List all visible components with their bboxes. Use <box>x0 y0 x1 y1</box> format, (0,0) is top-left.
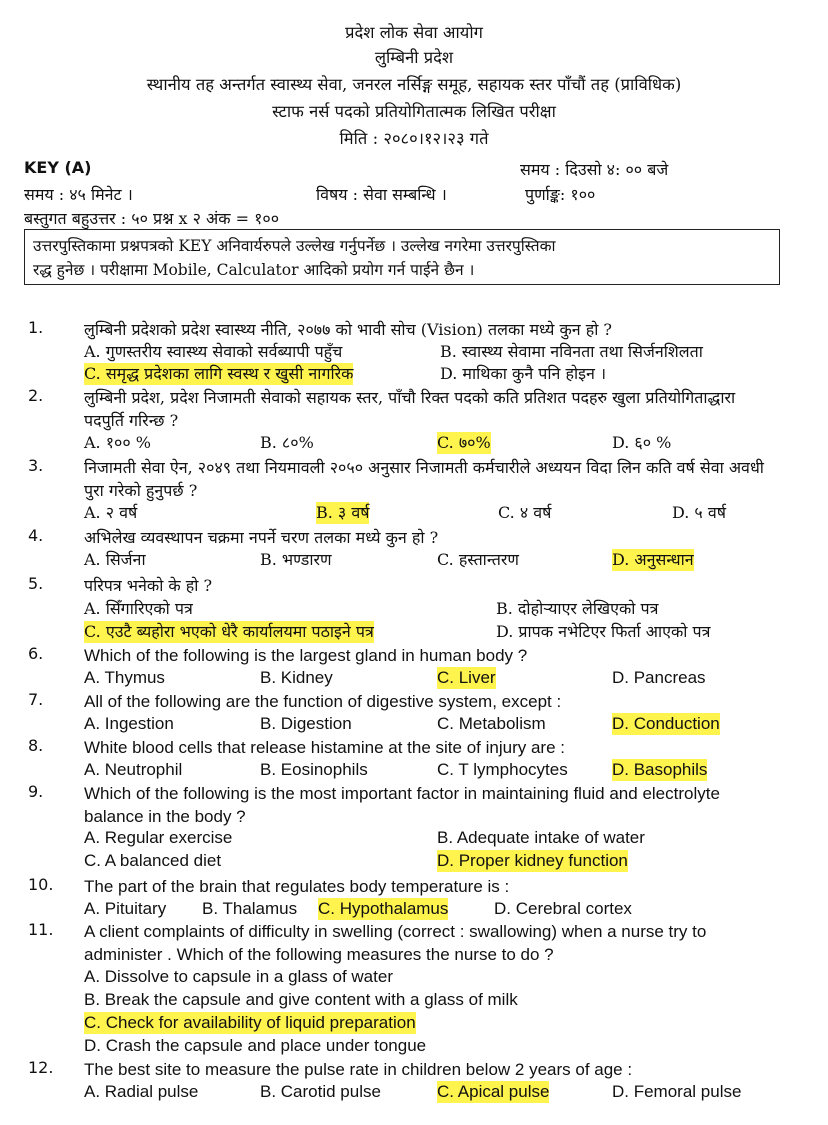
option-b: B. Kidney <box>260 668 333 687</box>
option-b: B. Digestion <box>260 714 352 733</box>
exam-duration: समय : ४५ मिनेट । <box>24 185 133 204</box>
question-text: White blood cells that release histamine at the site of injury are : <box>84 738 565 757</box>
province-name: लुम्बिनी प्रदेश <box>374 48 454 67</box>
option-c: C. ४ वर्ष <box>498 503 552 522</box>
option-c-correct: C. Apical pulse <box>437 1082 550 1101</box>
option-b: B. Adequate intake of water <box>437 828 645 847</box>
option-a: A. सिँगारिएको पत्र <box>84 599 193 618</box>
option-c-correct: C. Hypothalamus <box>318 899 449 918</box>
instruction-box <box>24 229 780 285</box>
question-number: 1. <box>28 318 44 337</box>
option-d: D. Cerebral cortex <box>494 899 632 918</box>
option-b: B. Break the capsule and give content with a glass of milk <box>84 990 518 1009</box>
option-b: B. Carotid pulse <box>260 1082 381 1101</box>
exam-time: समय : दिउसो ४: ०० बजे <box>520 160 669 179</box>
option-c-correct: C. Check for availability of liquid preparation <box>84 1013 416 1032</box>
option-b: B. भण्डारण <box>260 550 332 569</box>
question-number: 6. <box>28 644 44 663</box>
question-text: लुम्बिनी प्रदेश, प्रदेश निजामती सेवाको सहायक स्तर, पाँचौ रिक्त पदको कति प्रतिशत पदहरु खुला प्रतियोगिताद्धारा पदपुर्ति गरिन्छ ? <box>84 388 736 430</box>
option-a: A. Pituitary <box>84 899 167 918</box>
option-b-correct: B. ३ वर्ष <box>316 503 370 522</box>
question-text: अभिलेख व्यवस्थापन चक्रमा नपर्ने चरण तलका मध्ये कुन हो ? <box>84 528 439 547</box>
question-number: 12. <box>28 1058 54 1077</box>
question-text: All of the following are the function of digestive system, except : <box>84 692 562 711</box>
option-c: C. हस्तान्तरण <box>437 550 519 569</box>
option-d: D. Pancreas <box>612 668 706 687</box>
option-d: D. माथिका कुनै पनि होइन । <box>440 364 607 383</box>
option-d: D. ५ वर्ष <box>672 503 726 522</box>
question-number: 4. <box>28 526 44 545</box>
option-a: A. Thymus <box>84 668 165 687</box>
option-c: C. A balanced diet <box>84 851 222 870</box>
question-number: 11. <box>28 920 54 939</box>
option-b: B. दोहोऱ्याएर लेखिएको पत्र <box>496 599 659 618</box>
option-a: A. Regular exercise <box>84 828 233 847</box>
question-text: The best site to measure the pulse rate in children below 2 years of age : <box>84 1060 633 1079</box>
option-c: C. T lymphocytes <box>437 760 568 779</box>
exam-date: मिति : २०८०।१२।२३ गते <box>339 129 489 148</box>
question-number: 7. <box>28 690 44 709</box>
question-text: निजामती सेवा ऐन, २०४९ तथा नियमावली २०५० अनुसार निजामती कर्मचारीले अध्ययन विदा लिन कति वर्ष सेवा अवधी पुरा गरेको हुनुपर्छ ? <box>84 458 764 500</box>
option-a: A. Radial pulse <box>84 1082 199 1101</box>
key-label: KEY (A) <box>24 158 92 177</box>
commission-title: प्रदेश लोक सेवा आयोग <box>345 23 483 42</box>
option-b: B. Eosinophils <box>260 760 368 779</box>
question-number: 8. <box>28 736 44 755</box>
option-d-correct: D. अनुसन्धान <box>612 550 694 569</box>
option-c-correct: C. ७०% <box>437 433 491 452</box>
option-b: B. Thalamus <box>202 899 298 918</box>
option-d: D. ६० % <box>612 433 672 452</box>
option-d-correct: D. Basophils <box>612 760 708 779</box>
option-d: D. Crash the capsule and place under tongue <box>84 1036 427 1055</box>
option-c: C. Metabolism <box>437 714 546 733</box>
option-d-correct: D. Proper kidney function <box>437 851 628 870</box>
option-b: B. ८०% <box>260 433 314 452</box>
question-text: A client complaints of difficulty in swelling (correct : swallowing) when a nurse try to administer . Which of the following measures the nurse to do ? <box>84 922 707 964</box>
question-number: 9. <box>28 782 44 801</box>
question-number: 3. <box>28 456 44 475</box>
exam-title: स्टाफ नर्स पदको प्रतियोगितात्मक लिखित परीक्षा <box>272 102 556 121</box>
question-text: परिपत्र भनेको के हो ? <box>84 576 213 595</box>
instruction-line-1: उत्तरपुस्तिकामा प्रश्नपत्रको KEY अनिवार्यरुपले उल्लेख गर्नुपर्नेछ । उल्लेख नगरेमा उत्तरपुस्तिका <box>33 237 556 255</box>
option-a: A. १०० % <box>84 433 151 452</box>
option-a: A. Dissolve to capsule in a glass of water <box>84 967 393 986</box>
option-c-correct: C. एउटै ब्यहोरा भएको धेरै कार्यालयमा पठाइने पत्र <box>84 622 374 641</box>
question-text: Which of the following is the largest gland in human body ? <box>84 646 528 665</box>
option-c-correct: C. Liver <box>437 668 496 687</box>
question-text: Which of the following is the most important factor in maintaining fluid and electrolyte balance in the body ? <box>84 784 720 826</box>
question-text: लुम्बिनी प्रदेशको प्रदेश स्वास्थ्य नीति, २०७७ को भावी सोच (Vision) तलका मध्ये कुन हो ? <box>84 320 613 339</box>
option-d: D. Femoral pulse <box>612 1082 742 1101</box>
full-marks: पुर्णाङ्क: १०० <box>525 185 596 204</box>
question-number: 2. <box>28 386 44 405</box>
option-a: A. २ वर्ष <box>84 503 138 522</box>
instruction-line-2: रद्ध हुनेछ । परीक्षामा Mobile, Calculator आदिको प्रयोग गर्न पाईने छैन । <box>33 261 475 279</box>
option-b: B. स्वास्थ्य सेवामा नविनता तथा सिर्जनशिलता <box>440 342 703 361</box>
option-a: A. Ingestion <box>84 714 174 733</box>
option-a: A. Neutrophil <box>84 760 183 779</box>
service-group-line: स्थानीय तह अन्तर्गत स्वास्थ्य सेवा, जनरल नर्सिङ्ग समूह, सहायक स्तर पाँचौं तह (प्राविधिक) <box>146 75 682 94</box>
objective-info: बस्तुगत बहुउत्तर : ५० प्रश्न x २ अंक = १०० <box>24 209 280 228</box>
option-d: D. प्रापक नभेटिएर फिर्ता आएको पत्र <box>496 622 711 641</box>
option-c-correct: C. समृद्ध प्रदेशका लागि स्वस्थ र खुसी नागरिक <box>84 364 354 383</box>
exam-subject: विषय : सेवा सम्बन्धि । <box>316 185 447 204</box>
option-a: A. गुणस्तरीय स्वास्थ्य सेवाको सर्वब्यापी पहुँच <box>84 342 343 361</box>
option-a: A. सिर्जना <box>84 550 146 569</box>
question-number: 10. <box>28 875 54 894</box>
option-d-correct: D. Conduction <box>612 714 720 733</box>
question-text: The part of the brain that regulates body temperature is : <box>84 877 510 896</box>
question-number: 5. <box>28 574 44 593</box>
